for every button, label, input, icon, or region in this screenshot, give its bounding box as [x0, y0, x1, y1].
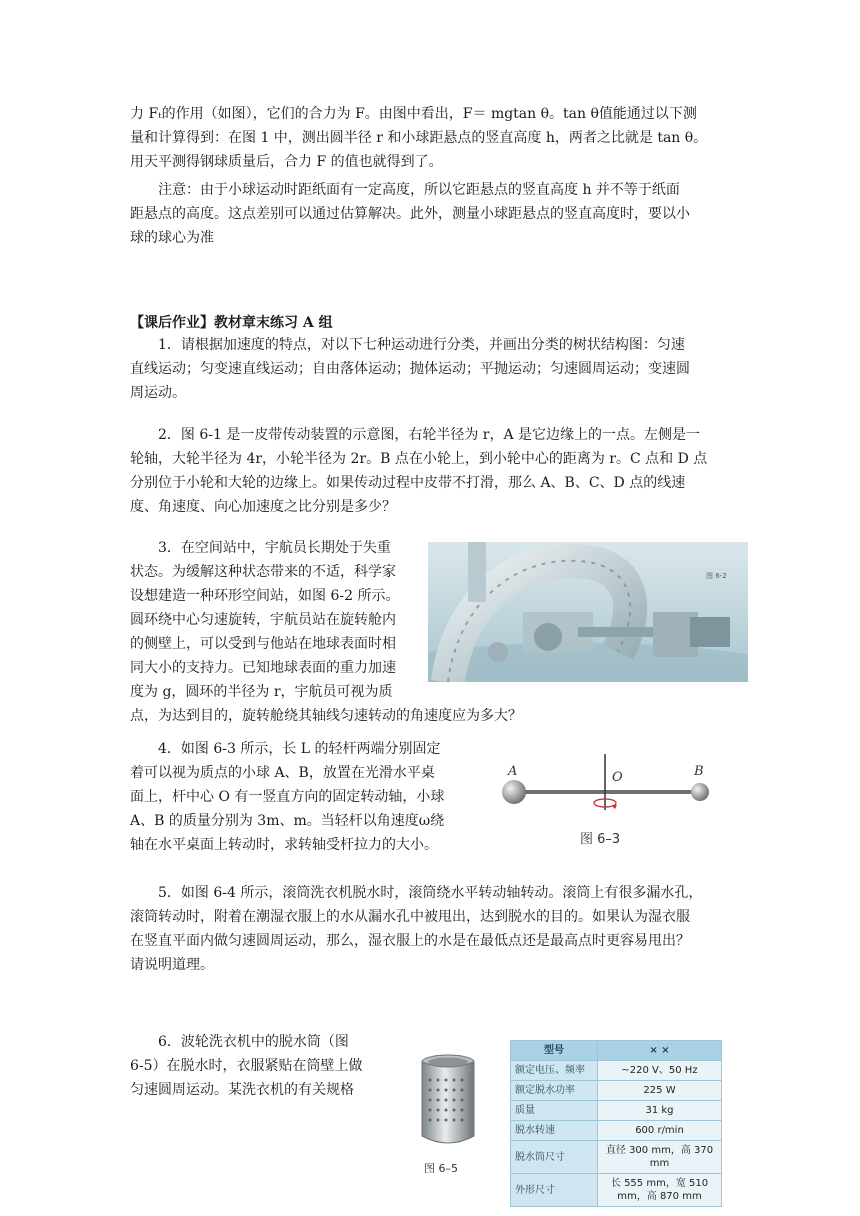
spec-value: 长 555 mm，宽 510 mm，高 870 mm — [598, 1174, 722, 1207]
question-line: 6．波轮洗衣机中的脱水筒（图 — [158, 1034, 349, 1050]
rod-figure — [490, 742, 730, 852]
intro-paragraph — [130, 102, 730, 174]
question-line: A、B 的质量分别为 3m、m。当轻杆以角速度ω绕 — [130, 813, 445, 829]
label-a: A — [508, 764, 518, 779]
spec-key: 型号 — [511, 1041, 598, 1061]
question-line: 请说明道理。 — [130, 957, 214, 973]
question-line: 3．在空间站中，宇航员长期处于失重 — [158, 540, 391, 556]
spec-value: ~220 V、50 Hz — [598, 1061, 722, 1081]
space-station-illustration — [428, 542, 748, 682]
question-line: 6-5）在脱水时，衣服紧贴在筒壁上做 — [130, 1058, 363, 1074]
spec-header-row — [511, 1041, 722, 1061]
spec-key: 脱水筒尺寸 — [511, 1141, 598, 1174]
spec-table — [510, 1040, 722, 1207]
figure-caption: 图 6–5 — [424, 1162, 458, 1175]
question-line: 轮轴，大轮半径为 4r，小轮半径为 2r。B 点在小轮上，到小轮中心的距离为 r。C 点和 D 点 — [130, 451, 708, 467]
spec-key: 质量 — [511, 1101, 598, 1121]
question-line: 度、角速度、向心加速度之比分别是多少？ — [130, 499, 396, 515]
intro-line: 力 Fₜ的作用（如图），它们的合力为 F。由图中看出，F＝ mgtan θ。tan θ值能通过以下测 — [130, 106, 697, 122]
spec-row — [511, 1141, 722, 1174]
spec-value: 225 W — [598, 1081, 722, 1101]
question-line: 点，为达到目的，旋转舱绕其轴线匀速转动的角速度应为多大？ — [130, 708, 522, 724]
figure-caption: 图 6–3 — [580, 832, 621, 847]
question-line: 分别位于小轮和大轮的边缘上。如果传动过程中皮带不打滑，那么 A、B、C、D 点的线速 — [130, 475, 686, 491]
question-line: 滚筒转动时，附着在潮湿衣服上的水从漏水孔中被甩出，达到脱水的目的。如果认为湿衣服 — [130, 909, 690, 925]
spec-row — [511, 1174, 722, 1207]
question-line: 状态。为缓解这种状态带来的不适，科学家 — [130, 564, 396, 580]
spec-key: 外形尺寸 — [511, 1174, 598, 1207]
spec-key: 额定电压、频率 — [511, 1061, 598, 1081]
question-line: 周运动。 — [130, 385, 186, 401]
spec-value: 31 kg — [598, 1101, 722, 1121]
question-1 — [130, 333, 730, 405]
question-line: 匀速圆周运动。某洗衣机的有关规格 — [130, 1082, 354, 1098]
question-line: 面上，杆中心 O 有一竖直方向的固定转动轴，小球 — [130, 789, 445, 805]
question-line: 同大小的支持力。已知地球表面的重力加速 — [130, 660, 396, 676]
spin-drum-illustration — [408, 1052, 488, 1152]
spec-row — [511, 1061, 722, 1081]
question-line: 1．请根据加速度的特点，对以下七种运动进行分类，并画出分类的树状结构图：匀速 — [158, 337, 685, 353]
spin-drum-figure — [408, 1052, 488, 1176]
space-station-figure — [428, 542, 748, 682]
spec-value: × × — [598, 1041, 722, 1061]
note-paragraph — [130, 178, 730, 250]
spec-row — [511, 1121, 722, 1141]
question-line: 直线运动；匀变速直线运动；自由落体运动；抛体运动；平抛运动；匀速圆周运动；变速圆 — [130, 361, 690, 377]
question-line: 2．图 6-1 是一皮带传动装置的示意图，右轮半径为 r，A 是它边缘上的一点。左侧是一 — [158, 427, 701, 443]
question-line: 在竖直平面内做匀速圆周运动，那么，湿衣服上的水是在最低点还是最高点时更容易甩出？ — [130, 933, 690, 949]
homework-heading: 【课后作业】教材章末练习 A 组 — [130, 315, 333, 331]
question-line: 5．如图 6-4 所示，滚筒洗衣机脱水时，滚筒绕水平转动轴转动。滚筒上有很多漏水孔， — [158, 885, 703, 901]
intro-line: 量和计算得到：在图 1 中，测出圆半径 r 和小球距悬点的竖直高度 h，两者之比就是 tan θ。 — [130, 130, 708, 146]
note-line: 球的球心为准 — [130, 230, 214, 246]
question-line: 着可以视为质点的小球 A、B，放置在光滑水平桌 — [130, 765, 435, 781]
label-o: O — [612, 770, 623, 785]
spec-row — [511, 1081, 722, 1101]
note-line: 注意：由于小球运动时距纸面有一定高度，所以它距悬点的竖直高度 h 并不等于纸面 — [158, 182, 680, 198]
label-b: B — [694, 764, 704, 779]
question-line: 度为 g，圆环的半径为 r，宇航员可视为质 — [130, 684, 393, 700]
question-5 — [130, 881, 730, 977]
figure-label: 图 6-2 — [706, 572, 727, 580]
question-line: 圆环绕中心匀速旋转，宇航员站在旋转舱内 — [130, 612, 396, 628]
question-line: 4．如图 6-3 所示，长 L 的轻杆两端分别固定 — [158, 741, 441, 757]
spec-value: 600 r/min — [598, 1121, 722, 1141]
spec-key: 脱水转速 — [511, 1121, 598, 1141]
question-6 — [130, 1030, 380, 1102]
spec-row — [511, 1101, 722, 1121]
note-line: 距悬点的高度。这点差别可以通过估算解决。此外，测量小球距悬点的竖直高度时，要以小 — [130, 206, 690, 222]
spec-value: 直径 300 mm，高 370 mm — [598, 1141, 722, 1174]
question-2 — [130, 423, 730, 519]
question-line: 设想建造一种环形空间站，如图 6-2 所示。 — [130, 588, 400, 604]
question-line: 轴在水平桌面上转动时，求转轴受杆拉力的大小。 — [130, 837, 438, 853]
question-line: 的侧壁上，可以受到与他站在地球表面时相 — [130, 636, 396, 652]
question-4 — [130, 737, 470, 857]
spec-key: 额定脱水功率 — [511, 1081, 598, 1101]
intro-line: 用天平测得钢球质量后，合力 F 的值也就得到了。 — [130, 154, 443, 170]
